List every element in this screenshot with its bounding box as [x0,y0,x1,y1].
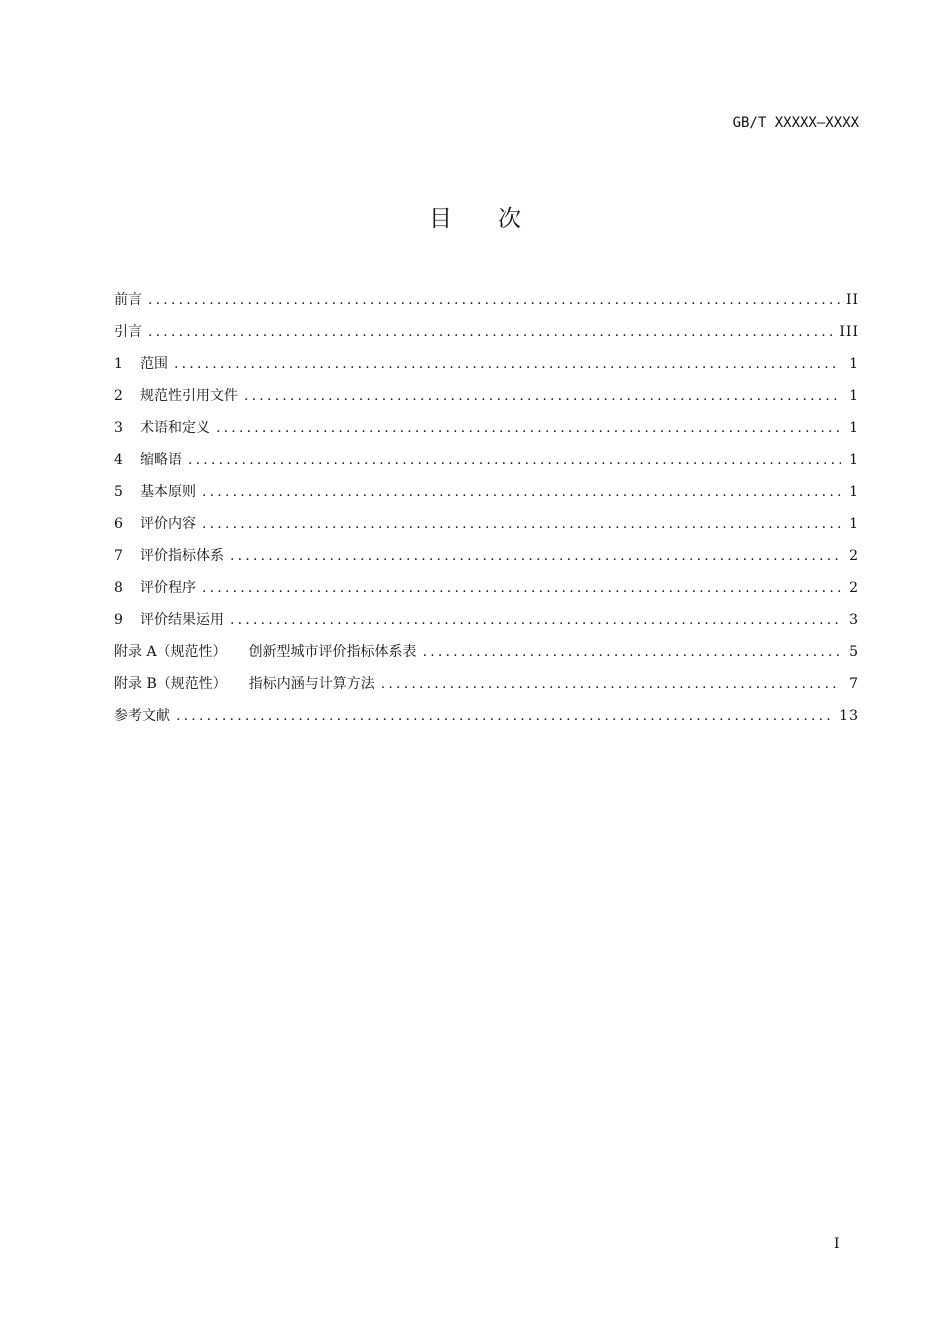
toc-leader-dots [202,508,841,540]
toc-entry-normative-references[interactable] [114,380,859,412]
toc-entry-number: 6 [114,516,123,532]
toc-entry-label: 前言 [114,292,142,308]
toc-entry-label: 评价内容 [140,516,196,532]
toc-entry-foreword[interactable] [114,284,859,316]
toc-entry-bibliography[interactable] [114,700,859,732]
toc-page-number: 7 [849,676,859,692]
toc-entry-label: 缩略语 [140,452,182,468]
toc-entry-label: 基本原则 [140,484,196,500]
standard-number: GB/T XXXXX—XXXX [732,115,859,131]
toc-page-number: 1 [849,388,859,404]
toc-entry-introduction[interactable] [114,316,859,348]
toc-entry-number: 5 [114,484,123,500]
toc-leader-dots [148,316,833,348]
toc-page-number: 2 [849,548,859,564]
page-number: I [834,1236,840,1252]
toc-leader-dots [148,284,840,316]
toc-page-number: 1 [849,420,859,436]
toc-entry-subtitle: 指标内涵与计算方法 [248,676,375,692]
title-char-2: 次 [498,206,521,232]
table-of-contents [114,284,859,732]
toc-entry-label: 评价指标体系 [140,548,224,564]
toc-entry-number: 7 [114,548,123,564]
toc-leader-dots [423,636,841,668]
toc-page-number: II [845,292,859,308]
toc-entry-label: 范围 [140,356,168,372]
toc-leader-dots [230,540,841,572]
toc-entry-evaluation-procedure[interactable] [114,572,859,604]
toc-leader-dots [230,604,841,636]
title-char-1: 目 [429,206,452,232]
toc-page-number: 3 [849,612,859,628]
toc-entry-result-application[interactable] [114,604,859,636]
toc-entry-label: 附录 A（规范性） [114,644,227,660]
toc-entry-label: 引言 [114,324,142,340]
toc-entry-terms-definitions[interactable] [114,412,859,444]
toc-page-number: 1 [849,356,859,372]
toc-entry-label: 评价结果运用 [140,612,224,628]
toc-page-number: 1 [849,516,859,532]
toc-entry-appendix-a[interactable] [114,636,859,668]
toc-entry-abbreviations[interactable] [114,444,859,476]
toc-entry-number: 2 [114,388,123,404]
toc-page-number: III [839,324,859,340]
toc-page-number: 1 [849,484,859,500]
toc-entry-label: 评价程序 [140,580,196,596]
toc-entry-number: 9 [114,612,123,628]
toc-leader-dots [202,476,841,508]
toc-leader-dots [202,572,841,604]
toc-leader-dots [244,380,841,412]
toc-leader-dots [176,700,833,732]
toc-leader-dots [216,412,841,444]
toc-entry-number: 3 [114,420,123,436]
toc-entry-label: 规范性引用文件 [140,388,238,404]
toc-entry-label: 附录 B（规范性） [114,676,227,692]
toc-entry-subtitle: 创新型城市评价指标体系表 [248,644,417,660]
toc-entry-evaluation-content[interactable] [114,508,859,540]
toc-entry-scope[interactable] [114,348,859,380]
toc-page-number: 2 [849,580,859,596]
toc-entry-label: 术语和定义 [140,420,210,436]
toc-entry-number: 4 [114,452,123,468]
toc-page-number: 13 [839,708,859,724]
toc-leader-dots [381,668,841,700]
toc-entry-appendix-b[interactable] [114,668,859,700]
toc-leader-dots [174,348,841,380]
toc-page-number: 1 [849,452,859,468]
toc-entry-indicator-system[interactable] [114,540,859,572]
toc-entry-number: 1 [114,356,123,372]
toc-entry-number: 8 [114,580,123,596]
page-title [0,200,950,233]
toc-leader-dots [188,444,841,476]
toc-page-number: 5 [849,644,859,660]
toc-entry-basic-principles[interactable] [114,476,859,508]
toc-entry-label: 参考文献 [114,708,170,724]
